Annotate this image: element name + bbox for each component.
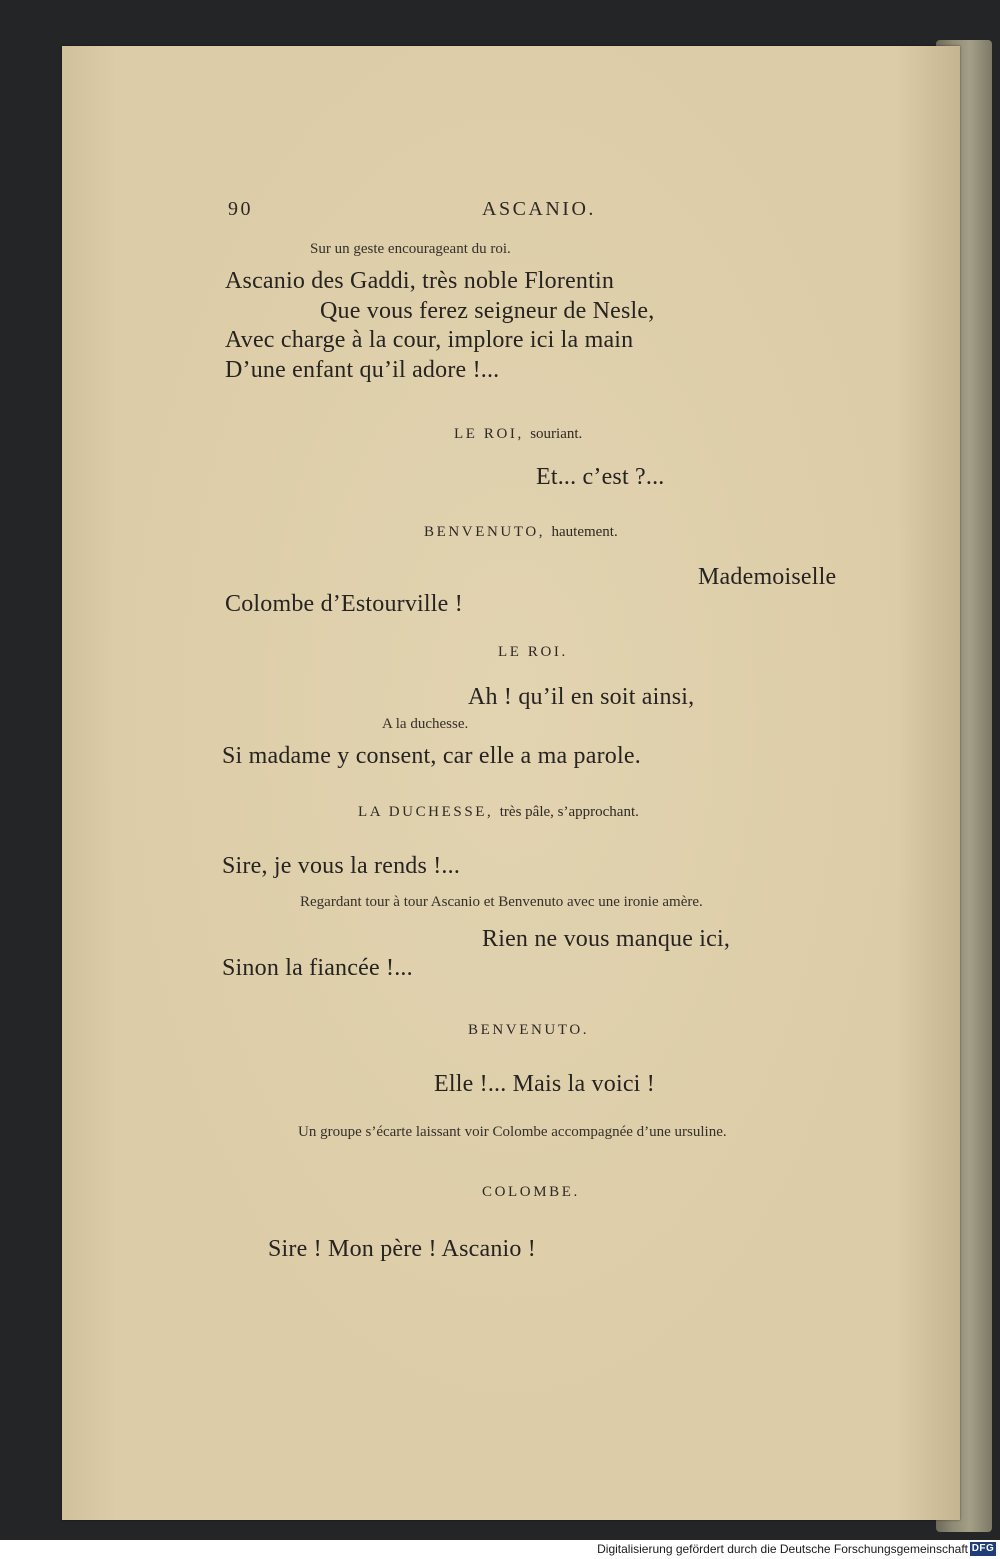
speaker-name: LE ROI. [498, 644, 568, 660]
speaker-label: BENVENUTO, [424, 524, 546, 540]
speaker-name [358, 804, 639, 821]
verse-line: Rien ne vous manque ici, [482, 926, 731, 952]
verse-line: Sinon la fiancée !... [222, 955, 413, 981]
verse-line: Et... c’est ?... [536, 464, 665, 490]
verse-line: Ah ! qu’il en soit ainsi, [468, 684, 695, 710]
verse-line: Avec charge à la cour, implore ici la main [225, 327, 634, 353]
verse-line: Elle !... Mais la voici ! [434, 1071, 655, 1097]
speaker-label: LA DUCHESSE, [358, 804, 494, 820]
verse-line: Ascanio des Gaddi, très noble Florentin [225, 268, 615, 294]
verse-line: Sire ! Mon père ! Ascanio ! [268, 1236, 536, 1262]
dfg-logo-icon: DFG [971, 1543, 995, 1554]
verse-line: Colombe d’Estourville ! [225, 591, 463, 617]
speaker-name: COLOMBE. [482, 1184, 580, 1200]
stage-direction: A la duchesse. [382, 716, 469, 732]
speaker-name: BENVENUTO. [468, 1022, 590, 1038]
verse-line: D’une enfant qu’il adore !... [225, 357, 500, 383]
verse-line: Sire, je vous la rends !... [222, 853, 461, 879]
footer-credit: Digitalisierung gefördert durch die Deutsche Forschungsgemeinschaft [597, 1542, 968, 1556]
digitization-footer [0, 1540, 1000, 1559]
book-page [62, 46, 960, 1520]
stage-direction: Un groupe s’écarte laissant voir Colombe accompagnée d’une ursuline. [298, 1124, 727, 1140]
speaker-name [454, 426, 582, 443]
verse-line: Si madame y consent, car elle a ma parole. [222, 743, 641, 769]
stage-direction: Regardant tour à tour Ascanio et Benvenuto avec une ironie amère. [300, 894, 703, 910]
page-number: 90 [228, 198, 253, 220]
speaker-aside: très pâle, s’approchant. [499, 804, 639, 820]
stage-direction: Sur un geste encourageant du roi. [310, 241, 511, 257]
speaker-label: LE ROI, [454, 426, 524, 442]
verse-line: Que vous ferez seigneur de Nesle, [320, 298, 655, 324]
speaker-name [424, 524, 618, 541]
speaker-aside: souriant. [530, 426, 583, 442]
verse-line: Mademoiselle [698, 564, 837, 590]
speaker-aside: hautement. [551, 524, 618, 540]
running-title: ASCANIO. [482, 198, 596, 220]
